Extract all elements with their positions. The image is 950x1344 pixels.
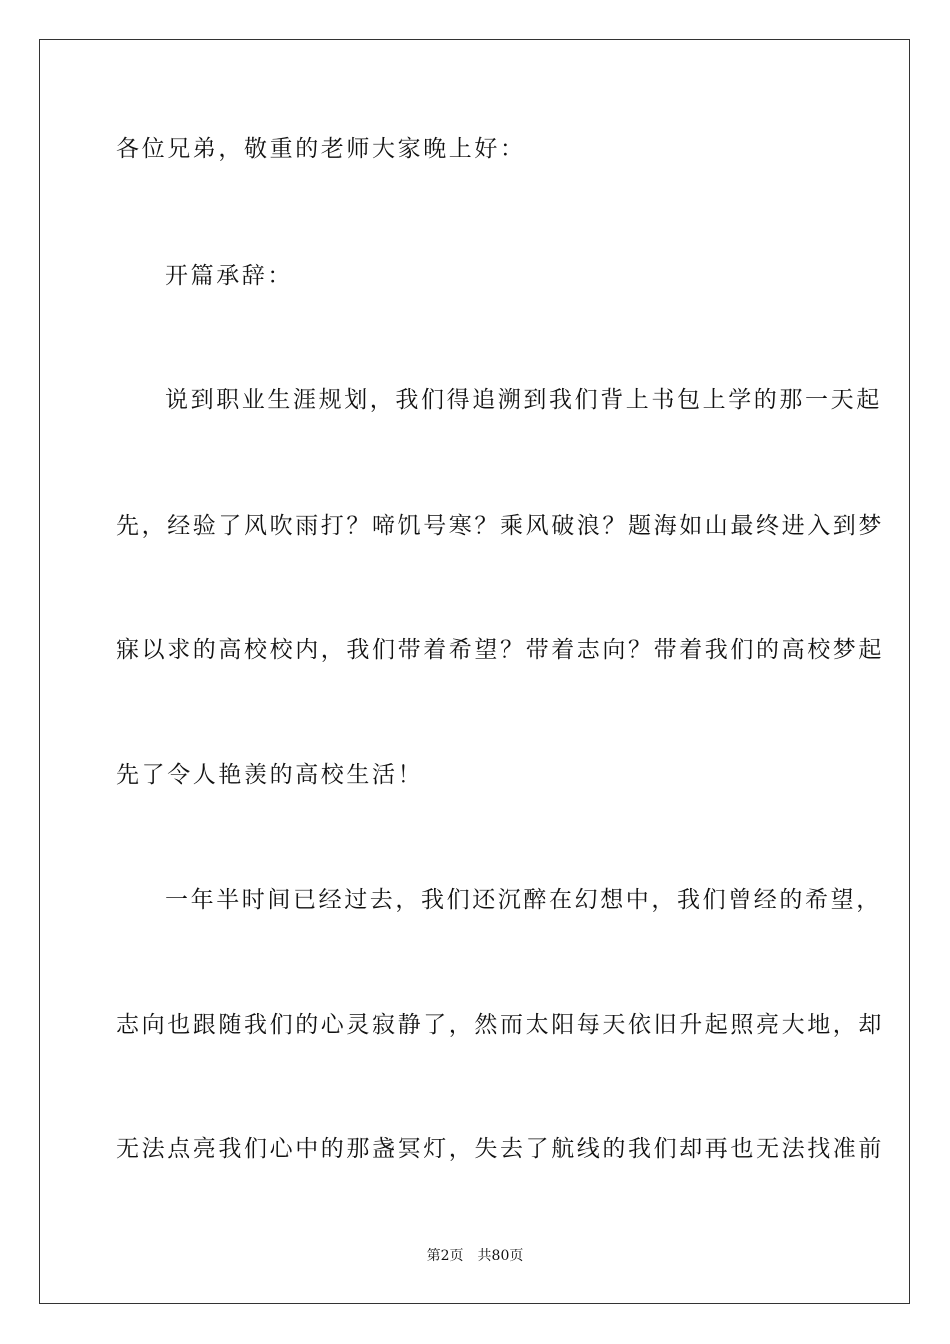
greeting-line: 各位兄弟，敬重的老师大家晚上好： <box>116 136 526 162</box>
paragraph-line: 先了令人艳羡的高校生活！ <box>116 762 424 788</box>
page-border <box>39 39 910 1304</box>
paragraph-line: 一年半时间已经过去，我们还沉醉在幻想中，我们曾经的希望， <box>165 887 882 913</box>
paragraph-line: 志向也跟随我们的心灵寂静了，然而太阳每天依旧升起照亮大地，却 <box>116 1012 884 1038</box>
page-number: 第2页 <box>426 1248 464 1264</box>
paragraph-line: 无法点亮我们心中的那盏冥灯，失去了航线的我们却再也无法找准前 <box>116 1136 884 1162</box>
page-total: 共80页 <box>477 1248 524 1264</box>
section-heading: 开篇承辞： <box>165 263 293 289</box>
paragraph-line: 说到职业生涯规划，我们得追溯到我们背上书包上学的那一天起 <box>165 387 882 413</box>
page-footer <box>0 1247 950 1265</box>
paragraph-line: 先，经验了风吹雨打？啼饥号寒？乘风破浪？题海如山最终进入到梦 <box>116 513 884 539</box>
paragraph-line: 寐以求的高校校内，我们带着希望？带着志向？带着我们的高校梦起 <box>116 637 884 663</box>
